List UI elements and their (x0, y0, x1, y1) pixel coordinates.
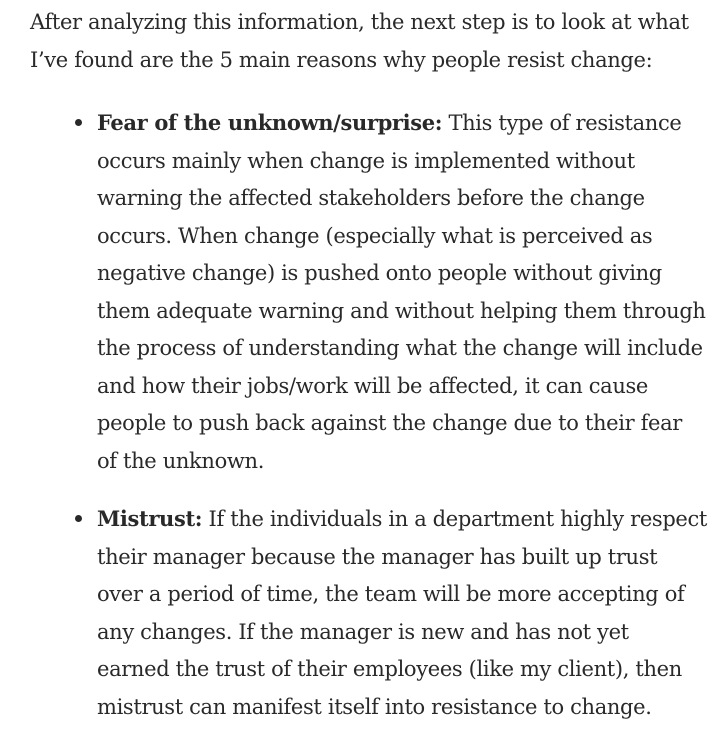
reasons-list (97, 104, 707, 746)
reason-description: This type of resistance occurs mainly when change is implemented without warning the affected stakeholders before the change occurs. When change (especially what is perceived as negative change) is pushed onto people without giving them adequate warning and without helping them through the process of understanding what the change will include and how their jobs/work will be affected, it can cause people to push back against the change due to their fear of the unknown. (97, 111, 706, 473)
reason-description: If the individuals in a department highly respect their manager because the manager has built up trust over a period of time, the team will be more accepting of any changes. If the manager is new and has not yet earned the trust of their employees (like my client), then mistrust can manifest itself into resistance to change. (97, 507, 708, 719)
bullet-icon (75, 119, 82, 126)
intro-paragraph: After analyzing this information, the next step is to look at what I’ve found are the 5 main reasons why people resist change: (30, 10, 689, 72)
reason-term: Mistrust: (97, 506, 203, 531)
list-item-fear-of-unknown (97, 104, 707, 480)
bullet-icon (75, 515, 82, 522)
reason-term: Fear of the unknown/surprise: (97, 110, 443, 135)
list-item-mistrust (97, 500, 707, 726)
